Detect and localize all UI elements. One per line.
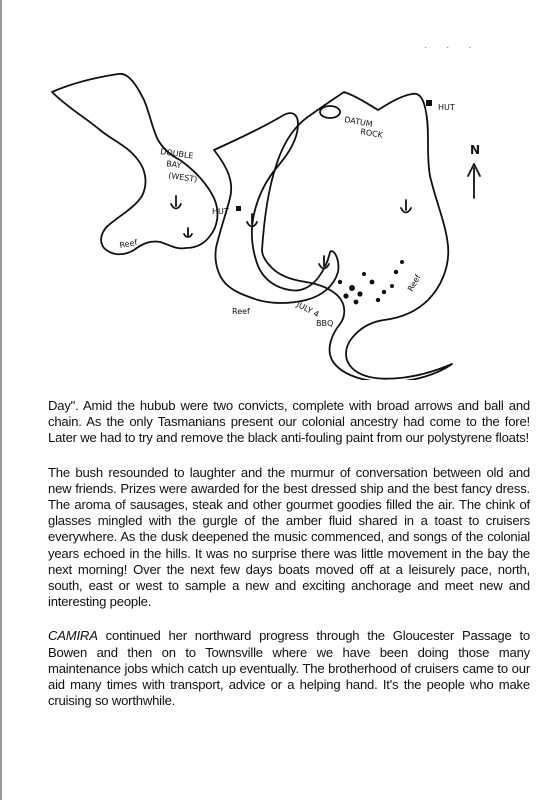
label-north: N — [470, 143, 481, 157]
label-hut-west: HUT — [212, 207, 229, 216]
anchor-5 — [401, 200, 411, 213]
reef-dots — [338, 260, 404, 304]
label-july-bbq: JULY 4 — [295, 299, 321, 320]
north-arrow — [468, 164, 480, 198]
hut-marker-west — [236, 206, 241, 211]
scan-dots: · · · — [424, 42, 480, 53]
right-landmass — [262, 92, 452, 380]
paragraph-1-text: Day". Amid the hubub were two convicts, complete with broad arrows and ball and chain. As the only Tasmanians present our colonial ancestry had come to the fore! Later we had to try and remove the black anti-fouling paint from our polystyrene floats! — [48, 398, 530, 446]
label-double-bay-3: (WEST) — [167, 171, 198, 185]
label-datum-rock: DATUM — [343, 115, 374, 129]
paragraph-1 — [48, 398, 530, 447]
hand-drawn-map — [0, 0, 552, 380]
label-double-bay: DOUBLE — [159, 147, 194, 161]
label-reef-right: Reef — [405, 273, 423, 293]
anchor-1 — [171, 196, 181, 209]
label-reef-middle: Reef — [232, 307, 250, 316]
paragraph-2 — [48, 465, 530, 611]
article-body — [48, 398, 530, 727]
label-reef-left: Reef — [118, 238, 138, 250]
paragraph-3-text: continued her northward progress through the Gloucester Passage to Bowen and then on to Townsville where we have been doing those many maintenance jobs which catch up eventually. The brotherhood of cruisers came to our aid many times with transport, advice or a helping hand. It's the people who make cruising so worthwhile. — [48, 628, 530, 709]
left-landmass — [52, 74, 217, 254]
label-july-bbq-2: BBQ — [316, 319, 334, 328]
anchor-3 — [247, 214, 257, 227]
label-datum-rock-2: ROCK — [359, 127, 384, 140]
paragraph-3 — [48, 628, 530, 709]
label-double-bay-2: BAY — [165, 159, 183, 171]
middle-landmass — [214, 113, 338, 303]
boat-name: CAMIRA — [48, 628, 98, 644]
datum-rock — [320, 106, 340, 118]
label-hut-east: HUT — [438, 103, 455, 112]
paragraph-2-text: The bush resounded to laughter and the murmur of conversation between old and new friends. Prizes were awarded for the best dressed ship and the best fancy dress. The aroma of sausages, steak and other gourmet goodies filled the air. The chink of glasses mingled with the gurgle of the amber fluid shared in a toast to cruisers everywhere. As the dusk deepened the music commenced, and songs of the colonial years echoed in the hills. It was no surprise there was little movement in the bay the next morning! Over the next few days boats moved off at a leisurely pace, north, south, east or west to sample a new and exciting anchorage and meet new and interesting people. — [48, 464, 530, 610]
hut-marker-east — [426, 100, 432, 106]
anchor-2 — [184, 228, 192, 237]
